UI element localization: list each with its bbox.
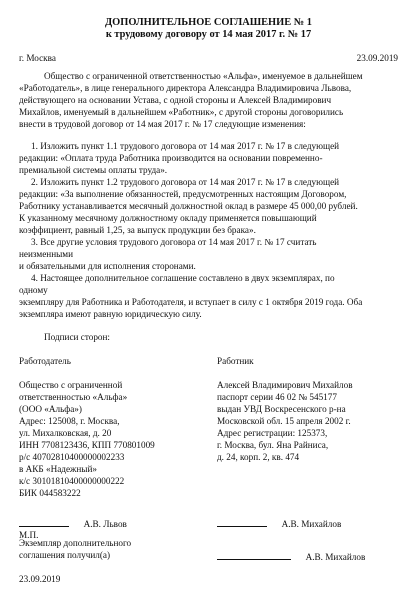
employee-line: Алексей Владимирович Михайлов [217,380,353,390]
employer-line: БИК 044583222 [19,488,81,498]
employer-line: ответственностью «Альфа» [19,392,128,402]
item-line: экземпляра имеют равную юридическую силу. [19,309,202,319]
document-subtitle: к трудовому договору от 14 мая 2017 г. № 17 [105,29,312,40]
receipt-line: соглашения получил(а) [19,550,111,560]
receipt-signer-name: А.В. Михайлов [305,552,366,562]
document-date: 23.09.2019 [356,53,398,63]
employer-signature-line[interactable] [19,517,69,527]
employer-line: ул. Михалковская, д. 20 [19,428,112,438]
employer-line: Адрес: 125008, г. Москва, [19,416,120,426]
item-line: и обязательными для исполнения сторонами. [19,261,196,271]
employer-signer-name: А.В. Львов [83,519,127,529]
preamble-line: Михайлов, именуемый в дальнейшем «Работник», с другой стороны договорились [19,107,344,117]
employer-line: Общество с ограниченной [19,380,123,390]
employee-signature-line[interactable] [217,517,267,527]
item-line: экземпляру для Работника и Работодателя, и вступает в силу с 1 октября 2019 года. Оба [19,297,363,307]
item-line: Работнику устанавливается месячный должностной оклад в размере 45 000,00 рублей. [19,201,358,211]
signatures-heading: Подписи сторон: [44,332,110,342]
preamble-line: «Работодатель», в лице генерального директора Александра Владимировича Львова, [19,83,352,93]
preamble-line: внести в трудовой договор от 14 мая 2017 г. № 17 следующие изменения: [19,119,306,129]
item-line: 2. Изложить пункт 1.2 трудового договора от 14 мая 2017 г. № 17 в следующей [31,177,340,187]
receipt-signature-line[interactable] [217,550,291,560]
employee-signer-name: А.В. Михайлов [281,519,342,529]
preamble-line: действующего на основании Устава, с одной стороны и Алексей Владимирович [19,95,332,105]
employee-line: Адрес регистрации: 125373, [217,428,328,438]
item-line: неизменными [19,249,74,259]
employee-line: паспорт серии 46 02 № 545177 [217,392,337,402]
item-line: редакции: «Оплата труда Работника производится на основании повременно- [19,153,323,163]
employee-signature-row [217,517,341,530]
employer-line: ИНН 7708123436, КПП 770801009 [19,440,155,450]
employer-heading: Работодатель [19,356,71,366]
employee-line: г. Москва, бул. Яна Райниса, [217,440,329,450]
document-title: ДОПОЛНИТЕЛЬНОЕ СОГЛАШЕНИЕ № 1 [105,17,312,28]
stamp-label: М.П. [19,530,39,540]
item-line: 1. Изложить пункт 1.1 трудового договора от 14 мая 2017 г. № 17 в следующей [31,141,340,151]
employer-signature-row [19,517,127,530]
employee-line: выдан УВД Воскресенского р-на [217,404,346,414]
item-line: 3. Все другие условия трудового договора от 14 мая 2017 г. № 17 считать [31,237,317,247]
item-line: премиальной системы оплаты труда». [19,165,168,175]
item-line: одному [19,285,48,295]
employer-line: в АКБ «Надежный» [19,464,97,474]
receipt-date: 23.09.2019 [19,574,61,584]
employee-heading: Работник [217,356,254,366]
employee-line: д. 24, корп. 2, кв. 474 [217,452,300,462]
item-line: 4. Настоящее дополнительное соглашение составлено в двух экземплярах, по [31,273,335,283]
item-line: К указанному месячному должностному окладу применяется повышающий [19,213,317,223]
city: г. Москва [19,53,56,63]
employer-line: (ООО «Альфа») [19,404,82,414]
employee-line: Московской обл. 15 апреля 2002 г. [217,416,351,426]
preamble-line: Общество с ограниченной ответственностью «Альфа», именуемое в дальнейшем [44,71,363,81]
item-line: коэффициент, равный 1,25, за выпуск продукции без брака». [19,225,256,235]
receipt-signature-row [217,550,365,563]
employer-line: р/с 40702810400000002233 [19,452,125,462]
receipt-line: Экземпляр дополнительного [19,538,132,548]
item-line: редакции: «За выполнение обязанностей, предусмотренных настоящим Договором, [19,189,347,199]
employer-line: к/с 30101810400000000222 [19,476,125,486]
